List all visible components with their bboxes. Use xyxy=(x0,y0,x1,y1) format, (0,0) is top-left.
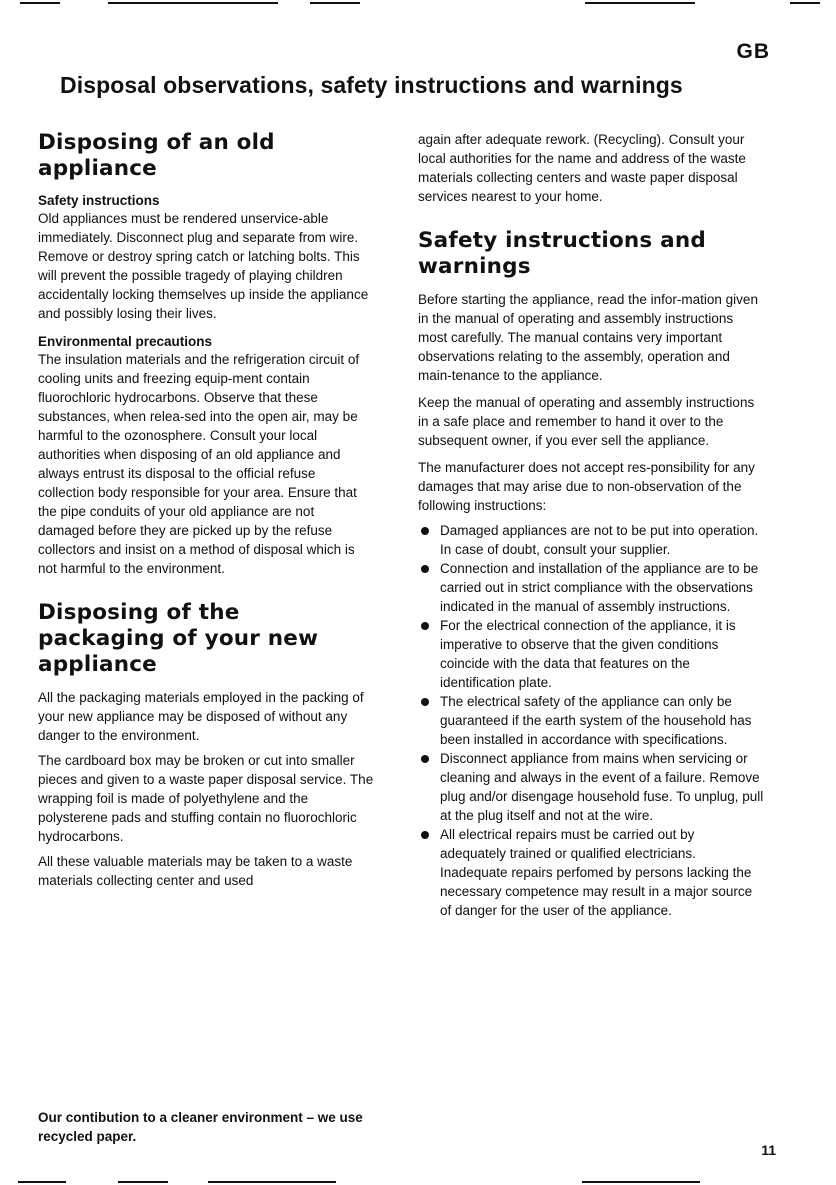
list-item-text: All electrical repairs must be carried out by adequately trained or qualified electricians. Inadequate repairs perfomed by persons lacking the necessary competence may result in a major source of danger for the user of the appliance. xyxy=(440,827,753,918)
top-rule xyxy=(585,2,695,4)
list-item-text: For the electrical connection of the appliance, it is imperative to observe that the given conditions coincide with the data that features on the identification plate. xyxy=(440,618,736,690)
left-column xyxy=(38,130,374,896)
section-heading-disposing-old: Disposing of an old appliance xyxy=(38,130,275,181)
bullet-icon xyxy=(421,622,429,630)
paragraph-packaging-materials: All the packaging materials employed in the packing of your new appliance may be disposed of without any danger to the environment. xyxy=(38,690,364,743)
list-item-text: The electrical safety of the appliance can only be guaranteed if the earth system of the household has been installed in accordance with specifications. xyxy=(440,694,752,747)
section-heading-packaging: Disposing of the packaging of your new appliance xyxy=(38,600,319,677)
safety-bullet-list xyxy=(418,521,764,920)
page-number: 11 xyxy=(761,1142,776,1158)
subheading-environmental-precautions: Environmental precautions xyxy=(38,334,213,349)
bullet-icon xyxy=(421,527,429,535)
recycled-paper-note: Our contibution to a cleaner environment – we use recycled paper. xyxy=(38,1110,363,1144)
paragraph-before-starting: Before starting the appliance, read the infor-mation given in the manual of operating and assembly instructions most carefully. The manual contains very important observations relating to the assembly, operation and main-tenance to the appliance. xyxy=(418,292,758,383)
bullet-icon xyxy=(421,831,429,839)
bottom-rule xyxy=(18,1181,66,1183)
paragraph-recycling-continued: again after adequate rework. (Recycling). Consult your local authorities for the name and address of the waste materials collecting centers and waste paper disposal services nearest to your home. xyxy=(418,132,746,204)
bottom-rule xyxy=(118,1181,168,1183)
list-item-text: Disconnect appliance from mains when servicing or cleaning and always in the event of a failure. Remove plug and/or disengage household fuse. To unplug, pull at the plug itself and not at the wire. xyxy=(440,751,764,823)
right-column xyxy=(418,130,764,920)
list-item xyxy=(418,559,764,616)
top-rule xyxy=(108,2,278,4)
language-code: GB xyxy=(736,40,770,63)
list-item xyxy=(418,749,764,825)
page-title: Disposal observations, safety instructions and warnings xyxy=(60,72,683,98)
list-item-text: Connection and installation of the appliance are to be carried out in strict compliance with the observations indicated in the manual of assembly instructions. xyxy=(440,561,759,614)
paragraph-valuable-materials: All these valuable materials may be taken to a waste materials collecting center and used xyxy=(38,854,353,888)
top-rule xyxy=(20,2,60,4)
top-rule xyxy=(310,2,360,4)
paragraph-insulation: The insulation materials and the refrigeration circuit of cooling units and freezing equip-ment contain fluorochloric hydrocarbons. Observe that these substances, when relea-sed into the open air, may be harmful to the ozonosphere. Consult your local authorities when disposing of an old appliance and always entrust its disposal to the official refuse collection body responsible for your area. Ensure that the pipe conduits of your old appliance are not damaged before they are picked up by the refuse collectors and insist on a method of disposal which is not harmful to the environment. xyxy=(38,352,360,576)
subheading-safety-instructions: Safety instructions xyxy=(38,193,160,208)
paragraph-keep-manual: Keep the manual of operating and assembly instructions in a safe place and remember to hand it over to the subsequent owner, if you ever sell the appliance. xyxy=(418,395,755,448)
section-heading-safety-warnings: Safety instructions and warnings xyxy=(418,228,706,279)
bullet-icon xyxy=(421,755,429,763)
bullet-icon xyxy=(421,565,429,573)
top-rule xyxy=(790,2,820,4)
paragraph-old-appliances: Old appliances must be rendered unservice-able immediately. Disconnect plug and separate from wire. Remove or destroy spring catch or latching bolts. This will prevent the possible tragedy of playing children accidentally locking themselves up inside the appliance and possibly losing their lives. xyxy=(38,211,369,321)
bottom-rule xyxy=(208,1181,336,1183)
paragraph-manufacturer: The manufacturer does not accept res-ponsibility for any damages that may arise due to non-observation of the following instructions: xyxy=(418,460,755,513)
bullet-icon xyxy=(421,698,429,706)
list-item xyxy=(418,692,764,749)
list-item-text: Damaged appliances are not to be put into operation. In case of doubt, consult your supplier. xyxy=(440,523,759,557)
list-item xyxy=(418,616,764,692)
paragraph-cardboard: The cardboard box may be broken or cut into smaller pieces and given to a waste paper disposal service. The wrapping foil is made of polyethylene and the polysterene pads and stuffing contain no fluorochloric hydrocarbons. xyxy=(38,753,374,844)
list-item xyxy=(418,521,764,559)
list-item xyxy=(418,825,764,920)
bottom-rule xyxy=(582,1181,700,1183)
